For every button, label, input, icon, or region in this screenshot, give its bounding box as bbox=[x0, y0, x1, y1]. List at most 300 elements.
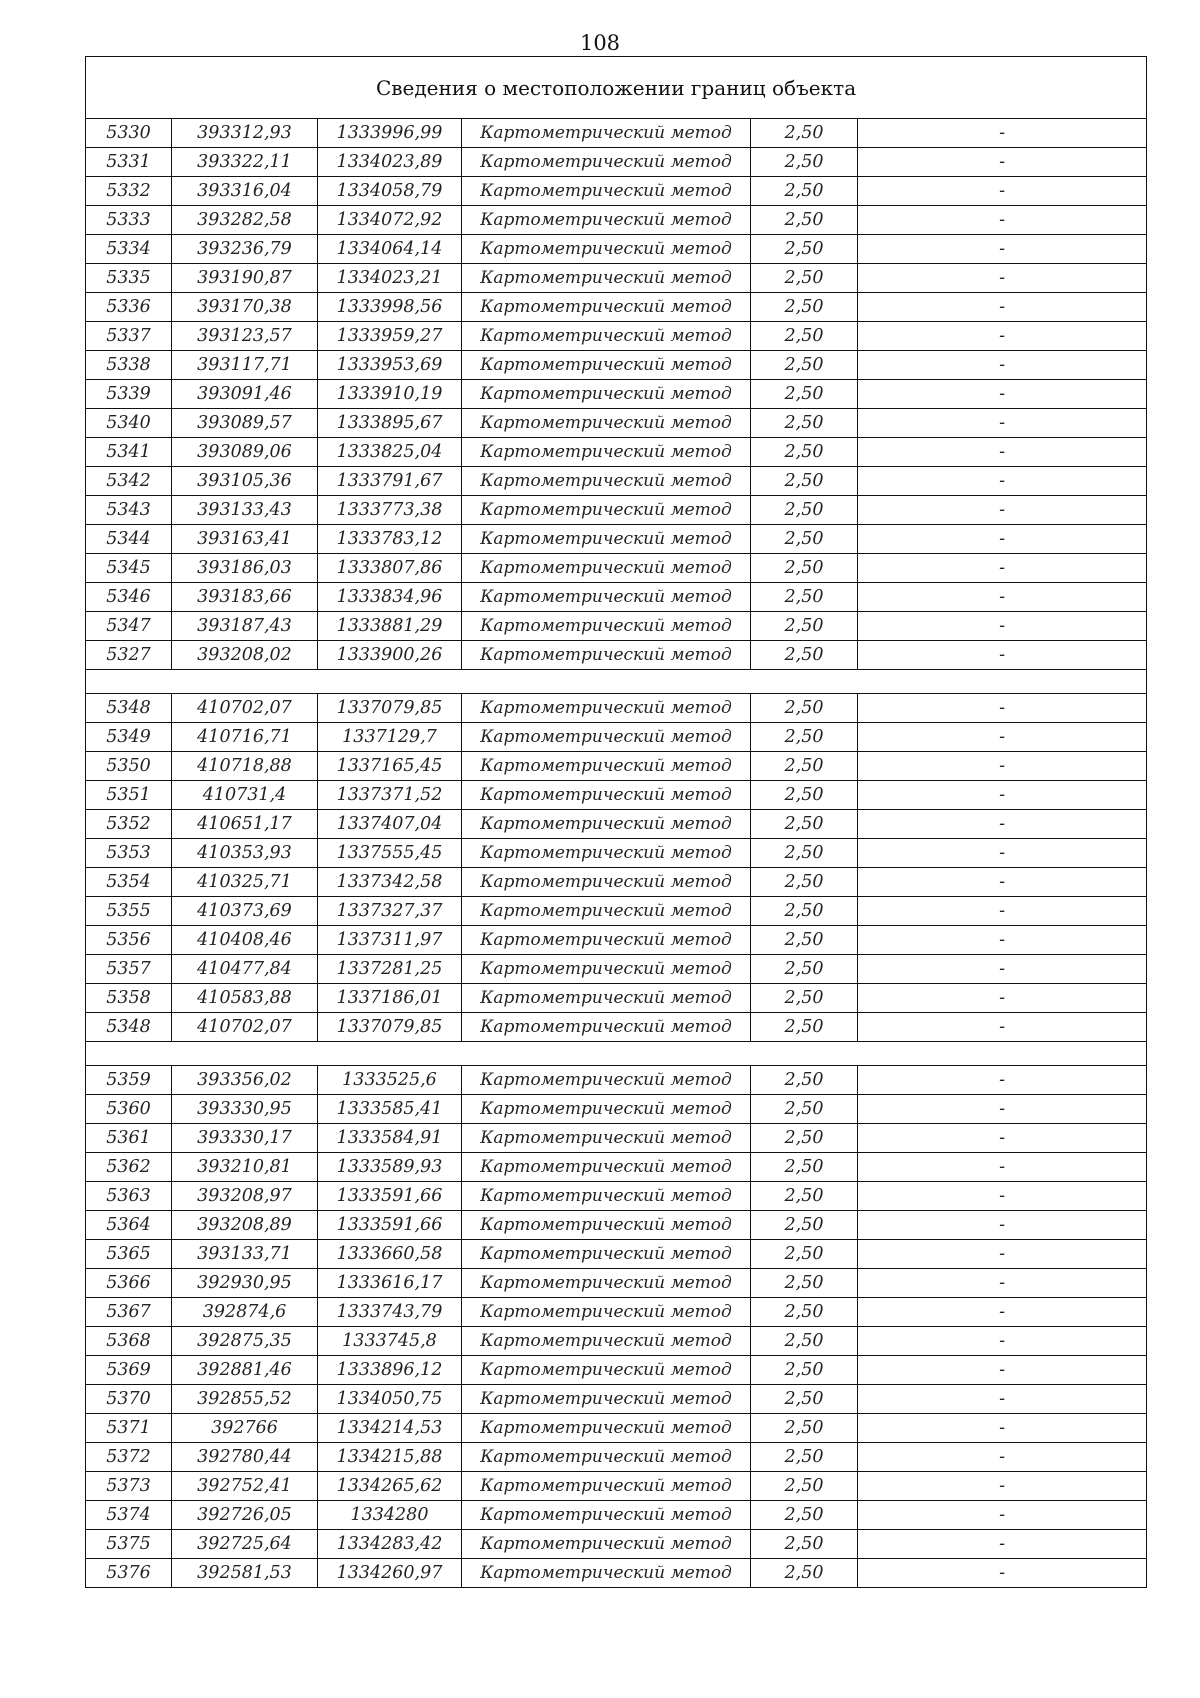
point-number-cell: 5372 bbox=[86, 1443, 172, 1472]
table-row bbox=[86, 1066, 1147, 1095]
accuracy-cell: 2,50 bbox=[751, 235, 858, 264]
x-coordinate-cell: 393170,38 bbox=[172, 293, 318, 322]
method-cell: Картометрический метод bbox=[462, 148, 751, 177]
point-number-cell: 5361 bbox=[86, 1124, 172, 1153]
y-coordinate-cell: 1333584,91 bbox=[318, 1124, 462, 1153]
x-coordinate-cell: 393163,41 bbox=[172, 525, 318, 554]
accuracy-cell: 2,50 bbox=[751, 351, 858, 380]
description-cell: - bbox=[858, 1559, 1147, 1588]
point-number-cell: 5354 bbox=[86, 868, 172, 897]
x-coordinate-cell: 410702,07 bbox=[172, 1013, 318, 1042]
table-title-row bbox=[86, 57, 1147, 119]
method-cell: Картометрический метод bbox=[462, 351, 751, 380]
description-cell: - bbox=[858, 955, 1147, 984]
point-number-cell: 5368 bbox=[86, 1327, 172, 1356]
point-number-cell: 5364 bbox=[86, 1211, 172, 1240]
accuracy-cell: 2,50 bbox=[751, 694, 858, 723]
accuracy-cell: 2,50 bbox=[751, 409, 858, 438]
table-row bbox=[86, 148, 1147, 177]
point-number-cell: 5373 bbox=[86, 1472, 172, 1501]
y-coordinate-cell: 1333591,66 bbox=[318, 1182, 462, 1211]
accuracy-cell: 2,50 bbox=[751, 612, 858, 641]
y-coordinate-cell: 1334214,53 bbox=[318, 1414, 462, 1443]
description-cell: - bbox=[858, 293, 1147, 322]
point-number-cell: 5371 bbox=[86, 1414, 172, 1443]
description-cell: - bbox=[858, 322, 1147, 351]
table-row bbox=[86, 723, 1147, 752]
method-cell: Картометрический метод bbox=[462, 868, 751, 897]
y-coordinate-cell: 1333910,19 bbox=[318, 380, 462, 409]
table-row bbox=[86, 409, 1147, 438]
point-number-cell: 5357 bbox=[86, 955, 172, 984]
description-cell: - bbox=[858, 641, 1147, 670]
table-row bbox=[86, 752, 1147, 781]
y-coordinate-cell: 1334265,62 bbox=[318, 1472, 462, 1501]
y-coordinate-cell: 1333585,41 bbox=[318, 1095, 462, 1124]
x-coordinate-cell: 393236,79 bbox=[172, 235, 318, 264]
accuracy-cell: 2,50 bbox=[751, 1066, 858, 1095]
table-row bbox=[86, 1013, 1147, 1042]
point-number-cell: 5343 bbox=[86, 496, 172, 525]
table-row bbox=[86, 1211, 1147, 1240]
point-number-cell: 5355 bbox=[86, 897, 172, 926]
point-number-cell: 5350 bbox=[86, 752, 172, 781]
table-row bbox=[86, 781, 1147, 810]
description-cell: - bbox=[858, 1298, 1147, 1327]
accuracy-cell: 2,50 bbox=[751, 1414, 858, 1443]
method-cell: Картометрический метод bbox=[462, 1443, 751, 1472]
accuracy-cell: 2,50 bbox=[751, 496, 858, 525]
method-cell: Картометрический метод bbox=[462, 1240, 751, 1269]
point-number-cell: 5352 bbox=[86, 810, 172, 839]
accuracy-cell: 2,50 bbox=[751, 1530, 858, 1559]
y-coordinate-cell: 1334072,92 bbox=[318, 206, 462, 235]
point-number-cell: 5348 bbox=[86, 694, 172, 723]
y-coordinate-cell: 1337129,7 bbox=[318, 723, 462, 752]
table-row bbox=[86, 496, 1147, 525]
table-row bbox=[86, 1443, 1147, 1472]
description-cell: - bbox=[858, 1356, 1147, 1385]
description-cell: - bbox=[858, 148, 1147, 177]
description-cell: - bbox=[858, 583, 1147, 612]
accuracy-cell: 2,50 bbox=[751, 781, 858, 810]
table-row bbox=[86, 467, 1147, 496]
table-title: Сведения о местоположении границ объекта bbox=[86, 57, 1147, 119]
point-number-cell: 5336 bbox=[86, 293, 172, 322]
method-cell: Картометрический метод bbox=[462, 955, 751, 984]
y-coordinate-cell: 1333900,26 bbox=[318, 641, 462, 670]
accuracy-cell: 2,50 bbox=[751, 810, 858, 839]
table-row bbox=[86, 641, 1147, 670]
x-coordinate-cell: 393105,36 bbox=[172, 467, 318, 496]
table-row bbox=[86, 1153, 1147, 1182]
point-number-cell: 5330 bbox=[86, 119, 172, 148]
method-cell: Картометрический метод bbox=[462, 1472, 751, 1501]
accuracy-cell: 2,50 bbox=[751, 955, 858, 984]
y-coordinate-cell: 1333591,66 bbox=[318, 1211, 462, 1240]
method-cell: Картометрический метод bbox=[462, 467, 751, 496]
x-coordinate-cell: 410477,84 bbox=[172, 955, 318, 984]
description-cell: - bbox=[858, 438, 1147, 467]
point-number-cell: 5370 bbox=[86, 1385, 172, 1414]
accuracy-cell: 2,50 bbox=[751, 897, 858, 926]
accuracy-cell: 2,50 bbox=[751, 926, 858, 955]
x-coordinate-cell: 392875,35 bbox=[172, 1327, 318, 1356]
table-row bbox=[86, 955, 1147, 984]
description-cell: - bbox=[858, 752, 1147, 781]
y-coordinate-cell: 1337311,97 bbox=[318, 926, 462, 955]
description-cell: - bbox=[858, 1443, 1147, 1472]
accuracy-cell: 2,50 bbox=[751, 1501, 858, 1530]
method-cell: Картометрический метод bbox=[462, 1066, 751, 1095]
accuracy-cell: 2,50 bbox=[751, 264, 858, 293]
description-cell: - bbox=[858, 1385, 1147, 1414]
accuracy-cell: 2,50 bbox=[751, 723, 858, 752]
y-coordinate-cell: 1333996,99 bbox=[318, 119, 462, 148]
point-number-cell: 5345 bbox=[86, 554, 172, 583]
accuracy-cell: 2,50 bbox=[751, 641, 858, 670]
x-coordinate-cell: 410373,69 bbox=[172, 897, 318, 926]
table-row bbox=[86, 868, 1147, 897]
method-cell: Картометрический метод bbox=[462, 177, 751, 206]
y-coordinate-cell: 1333895,67 bbox=[318, 409, 462, 438]
point-number-cell: 5346 bbox=[86, 583, 172, 612]
description-cell: - bbox=[858, 119, 1147, 148]
x-coordinate-cell: 393089,06 bbox=[172, 438, 318, 467]
description-cell: - bbox=[858, 177, 1147, 206]
accuracy-cell: 2,50 bbox=[751, 1559, 858, 1588]
table-row bbox=[86, 1124, 1147, 1153]
x-coordinate-cell: 410325,71 bbox=[172, 868, 318, 897]
description-cell: - bbox=[858, 1124, 1147, 1153]
y-coordinate-cell: 1334280 bbox=[318, 1501, 462, 1530]
method-cell: Картометрический метод bbox=[462, 583, 751, 612]
y-coordinate-cell: 1337342,58 bbox=[318, 868, 462, 897]
description-cell: - bbox=[858, 1182, 1147, 1211]
method-cell: Картометрический метод bbox=[462, 984, 751, 1013]
point-number-cell: 5327 bbox=[86, 641, 172, 670]
description-cell: - bbox=[858, 839, 1147, 868]
method-cell: Картометрический метод bbox=[462, 235, 751, 264]
y-coordinate-cell: 1334058,79 bbox=[318, 177, 462, 206]
x-coordinate-cell: 393356,02 bbox=[172, 1066, 318, 1095]
accuracy-cell: 2,50 bbox=[751, 1095, 858, 1124]
table-row bbox=[86, 810, 1147, 839]
point-number-cell: 5331 bbox=[86, 148, 172, 177]
y-coordinate-cell: 1337079,85 bbox=[318, 694, 462, 723]
method-cell: Картометрический метод bbox=[462, 926, 751, 955]
table-row bbox=[86, 694, 1147, 723]
point-number-cell: 5365 bbox=[86, 1240, 172, 1269]
method-cell: Картометрический метод bbox=[462, 293, 751, 322]
x-coordinate-cell: 392874,6 bbox=[172, 1298, 318, 1327]
description-cell: - bbox=[858, 525, 1147, 554]
method-cell: Картометрический метод bbox=[462, 496, 751, 525]
table-row bbox=[86, 293, 1147, 322]
accuracy-cell: 2,50 bbox=[751, 148, 858, 177]
description-cell: - bbox=[858, 496, 1147, 525]
group-separator-row bbox=[86, 1042, 1147, 1066]
method-cell: Картометрический метод bbox=[462, 322, 751, 351]
y-coordinate-cell: 1334023,21 bbox=[318, 264, 462, 293]
method-cell: Картометрический метод bbox=[462, 1298, 751, 1327]
x-coordinate-cell: 393208,97 bbox=[172, 1182, 318, 1211]
table-row bbox=[86, 264, 1147, 293]
description-cell: - bbox=[858, 409, 1147, 438]
table-body bbox=[86, 119, 1147, 1588]
description-cell: - bbox=[858, 781, 1147, 810]
x-coordinate-cell: 410583,88 bbox=[172, 984, 318, 1013]
accuracy-cell: 2,50 bbox=[751, 984, 858, 1013]
description-cell: - bbox=[858, 1269, 1147, 1298]
accuracy-cell: 2,50 bbox=[751, 380, 858, 409]
description-cell: - bbox=[858, 897, 1147, 926]
point-number-cell: 5342 bbox=[86, 467, 172, 496]
method-cell: Картометрический метод bbox=[462, 119, 751, 148]
table-row bbox=[86, 1414, 1147, 1443]
accuracy-cell: 2,50 bbox=[751, 1269, 858, 1298]
table-row bbox=[86, 206, 1147, 235]
description-cell: - bbox=[858, 1414, 1147, 1443]
accuracy-cell: 2,50 bbox=[751, 868, 858, 897]
method-cell: Картометрический метод bbox=[462, 1414, 751, 1443]
description-cell: - bbox=[858, 264, 1147, 293]
method-cell: Картометрический метод bbox=[462, 1559, 751, 1588]
method-cell: Картометрический метод bbox=[462, 1327, 751, 1356]
x-coordinate-cell: 392930,95 bbox=[172, 1269, 318, 1298]
y-coordinate-cell: 1333743,79 bbox=[318, 1298, 462, 1327]
description-cell: - bbox=[858, 810, 1147, 839]
description-cell: - bbox=[858, 1240, 1147, 1269]
x-coordinate-cell: 393208,02 bbox=[172, 641, 318, 670]
method-cell: Картометрический метод bbox=[462, 1530, 751, 1559]
point-number-cell: 5340 bbox=[86, 409, 172, 438]
method-cell: Картометрический метод bbox=[462, 612, 751, 641]
table-row bbox=[86, 612, 1147, 641]
accuracy-cell: 2,50 bbox=[751, 119, 858, 148]
point-number-cell: 5376 bbox=[86, 1559, 172, 1588]
y-coordinate-cell: 1337079,85 bbox=[318, 1013, 462, 1042]
point-number-cell: 5369 bbox=[86, 1356, 172, 1385]
method-cell: Картометрический метод bbox=[462, 752, 751, 781]
method-cell: Картометрический метод bbox=[462, 1124, 751, 1153]
x-coordinate-cell: 392581,53 bbox=[172, 1559, 318, 1588]
table-row bbox=[86, 897, 1147, 926]
method-cell: Картометрический метод bbox=[462, 641, 751, 670]
point-number-cell: 5332 bbox=[86, 177, 172, 206]
accuracy-cell: 2,50 bbox=[751, 467, 858, 496]
y-coordinate-cell: 1334215,88 bbox=[318, 1443, 462, 1472]
y-coordinate-cell: 1334023,89 bbox=[318, 148, 462, 177]
x-coordinate-cell: 392726,05 bbox=[172, 1501, 318, 1530]
x-coordinate-cell: 393186,03 bbox=[172, 554, 318, 583]
x-coordinate-cell: 393117,71 bbox=[172, 351, 318, 380]
description-cell: - bbox=[858, 351, 1147, 380]
description-cell: - bbox=[858, 868, 1147, 897]
table-row bbox=[86, 119, 1147, 148]
table-row bbox=[86, 554, 1147, 583]
table-row bbox=[86, 1472, 1147, 1501]
description-cell: - bbox=[858, 1013, 1147, 1042]
description-cell: - bbox=[858, 984, 1147, 1013]
x-coordinate-cell: 410702,07 bbox=[172, 694, 318, 723]
x-coordinate-cell: 393208,89 bbox=[172, 1211, 318, 1240]
point-number-cell: 5338 bbox=[86, 351, 172, 380]
method-cell: Картометрический метод bbox=[462, 781, 751, 810]
method-cell: Картометрический метод bbox=[462, 525, 751, 554]
page-number: 108 bbox=[579, 31, 621, 55]
x-coordinate-cell: 393123,57 bbox=[172, 322, 318, 351]
method-cell: Картометрический метод bbox=[462, 264, 751, 293]
table-row bbox=[86, 1327, 1147, 1356]
method-cell: Картометрический метод bbox=[462, 1013, 751, 1042]
table-row bbox=[86, 926, 1147, 955]
point-number-cell: 5375 bbox=[86, 1530, 172, 1559]
x-coordinate-cell: 393091,46 bbox=[172, 380, 318, 409]
method-cell: Картометрический метод bbox=[462, 206, 751, 235]
x-coordinate-cell: 393312,93 bbox=[172, 119, 318, 148]
x-coordinate-cell: 410731,4 bbox=[172, 781, 318, 810]
method-cell: Картометрический метод bbox=[462, 694, 751, 723]
point-number-cell: 5374 bbox=[86, 1501, 172, 1530]
y-coordinate-cell: 1333745,8 bbox=[318, 1327, 462, 1356]
y-coordinate-cell: 1334064,14 bbox=[318, 235, 462, 264]
accuracy-cell: 2,50 bbox=[751, 752, 858, 781]
table-row bbox=[86, 438, 1147, 467]
method-cell: Картометрический метод bbox=[462, 1501, 751, 1530]
accuracy-cell: 2,50 bbox=[751, 438, 858, 467]
y-coordinate-cell: 1333881,29 bbox=[318, 612, 462, 641]
y-coordinate-cell: 1333616,17 bbox=[318, 1269, 462, 1298]
point-number-cell: 5362 bbox=[86, 1153, 172, 1182]
point-number-cell: 5333 bbox=[86, 206, 172, 235]
point-number-cell: 5349 bbox=[86, 723, 172, 752]
x-coordinate-cell: 392855,52 bbox=[172, 1385, 318, 1414]
point-number-cell: 5351 bbox=[86, 781, 172, 810]
y-coordinate-cell: 1337555,45 bbox=[318, 839, 462, 868]
x-coordinate-cell: 392752,41 bbox=[172, 1472, 318, 1501]
method-cell: Картометрический метод bbox=[462, 1269, 751, 1298]
y-coordinate-cell: 1334260,97 bbox=[318, 1559, 462, 1588]
y-coordinate-cell: 1333773,38 bbox=[318, 496, 462, 525]
x-coordinate-cell: 410718,88 bbox=[172, 752, 318, 781]
y-coordinate-cell: 1337281,25 bbox=[318, 955, 462, 984]
point-number-cell: 5358 bbox=[86, 984, 172, 1013]
table-row bbox=[86, 1095, 1147, 1124]
accuracy-cell: 2,50 bbox=[751, 839, 858, 868]
method-cell: Картометрический метод bbox=[462, 1211, 751, 1240]
description-cell: - bbox=[858, 612, 1147, 641]
point-number-cell: 5356 bbox=[86, 926, 172, 955]
table-row bbox=[86, 177, 1147, 206]
method-cell: Картометрический метод bbox=[462, 438, 751, 467]
y-coordinate-cell: 1333959,27 bbox=[318, 322, 462, 351]
group-separator-row bbox=[86, 670, 1147, 694]
x-coordinate-cell: 393133,71 bbox=[172, 1240, 318, 1269]
table-row bbox=[86, 1182, 1147, 1211]
table-row bbox=[86, 1269, 1147, 1298]
table-row bbox=[86, 583, 1147, 612]
point-number-cell: 5348 bbox=[86, 1013, 172, 1042]
point-number-cell: 5341 bbox=[86, 438, 172, 467]
method-cell: Картометрический метод bbox=[462, 380, 751, 409]
table-row bbox=[86, 1530, 1147, 1559]
description-cell: - bbox=[858, 1327, 1147, 1356]
y-coordinate-cell: 1334283,42 bbox=[318, 1530, 462, 1559]
x-coordinate-cell: 410408,46 bbox=[172, 926, 318, 955]
table-row bbox=[86, 1385, 1147, 1414]
accuracy-cell: 2,50 bbox=[751, 1182, 858, 1211]
point-number-cell: 5367 bbox=[86, 1298, 172, 1327]
table-row bbox=[86, 1298, 1147, 1327]
description-cell: - bbox=[858, 235, 1147, 264]
description-cell: - bbox=[858, 694, 1147, 723]
description-cell: - bbox=[858, 1066, 1147, 1095]
method-cell: Картометрический метод bbox=[462, 1095, 751, 1124]
y-coordinate-cell: 1334050,75 bbox=[318, 1385, 462, 1414]
accuracy-cell: 2,50 bbox=[751, 293, 858, 322]
y-coordinate-cell: 1333660,58 bbox=[318, 1240, 462, 1269]
point-number-cell: 5335 bbox=[86, 264, 172, 293]
description-cell: - bbox=[858, 380, 1147, 409]
description-cell: - bbox=[858, 1153, 1147, 1182]
point-number-cell: 5344 bbox=[86, 525, 172, 554]
description-cell: - bbox=[858, 1095, 1147, 1124]
accuracy-cell: 2,50 bbox=[751, 322, 858, 351]
accuracy-cell: 2,50 bbox=[751, 1153, 858, 1182]
group-separator-cell bbox=[86, 1042, 1147, 1066]
y-coordinate-cell: 1333834,96 bbox=[318, 583, 462, 612]
method-cell: Картометрический метод bbox=[462, 554, 751, 583]
point-number-cell: 5360 bbox=[86, 1095, 172, 1124]
description-cell: - bbox=[858, 206, 1147, 235]
y-coordinate-cell: 1337165,45 bbox=[318, 752, 462, 781]
table-row bbox=[86, 1559, 1147, 1588]
accuracy-cell: 2,50 bbox=[751, 1013, 858, 1042]
x-coordinate-cell: 393133,43 bbox=[172, 496, 318, 525]
description-cell: - bbox=[858, 723, 1147, 752]
method-cell: Картометрический метод bbox=[462, 839, 751, 868]
x-coordinate-cell: 410716,71 bbox=[172, 723, 318, 752]
point-number-cell: 5366 bbox=[86, 1269, 172, 1298]
accuracy-cell: 2,50 bbox=[751, 1443, 858, 1472]
y-coordinate-cell: 1333998,56 bbox=[318, 293, 462, 322]
point-number-cell: 5334 bbox=[86, 235, 172, 264]
y-coordinate-cell: 1333525,6 bbox=[318, 1066, 462, 1095]
x-coordinate-cell: 392766 bbox=[172, 1414, 318, 1443]
description-cell: - bbox=[858, 1472, 1147, 1501]
table-row bbox=[86, 839, 1147, 868]
table-row bbox=[86, 1501, 1147, 1530]
x-coordinate-cell: 393210,81 bbox=[172, 1153, 318, 1182]
description-cell: - bbox=[858, 1211, 1147, 1240]
accuracy-cell: 2,50 bbox=[751, 1385, 858, 1414]
accuracy-cell: 2,50 bbox=[751, 206, 858, 235]
description-cell: - bbox=[858, 467, 1147, 496]
accuracy-cell: 2,50 bbox=[751, 525, 858, 554]
x-coordinate-cell: 393089,57 bbox=[172, 409, 318, 438]
accuracy-cell: 2,50 bbox=[751, 554, 858, 583]
table-row bbox=[86, 525, 1147, 554]
boundary-coordinates-table bbox=[85, 56, 1147, 1588]
accuracy-cell: 2,50 bbox=[751, 1240, 858, 1269]
x-coordinate-cell: 410353,93 bbox=[172, 839, 318, 868]
y-coordinate-cell: 1337327,37 bbox=[318, 897, 462, 926]
point-number-cell: 5353 bbox=[86, 839, 172, 868]
y-coordinate-cell: 1333953,69 bbox=[318, 351, 462, 380]
point-number-cell: 5337 bbox=[86, 322, 172, 351]
description-cell: - bbox=[858, 1501, 1147, 1530]
